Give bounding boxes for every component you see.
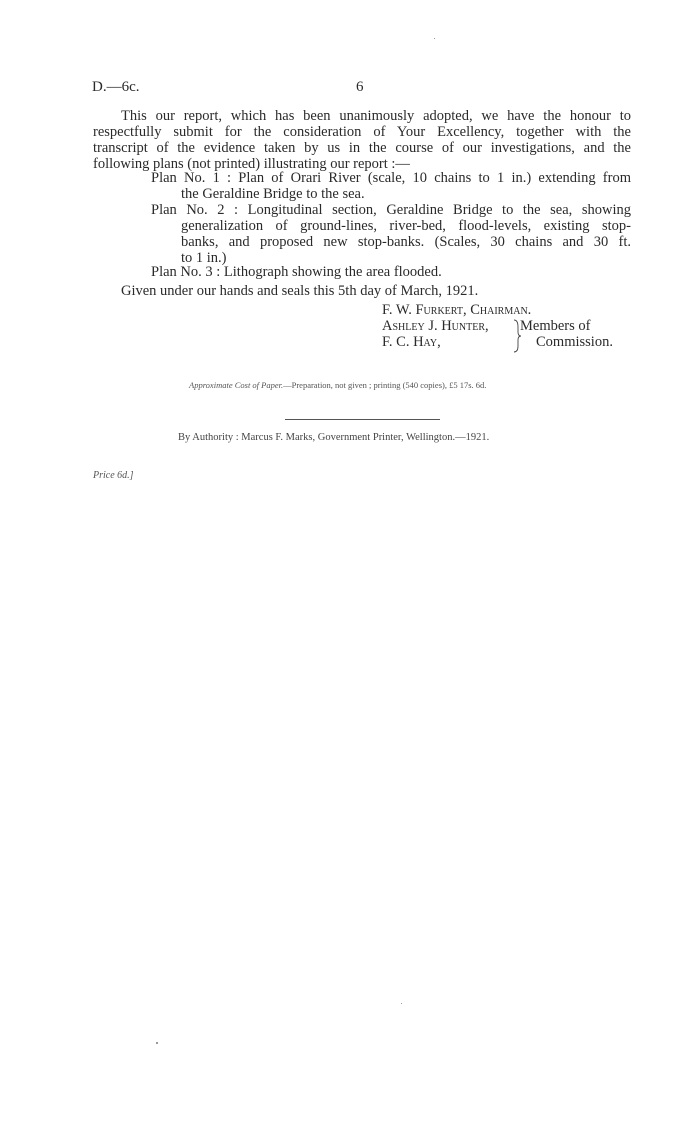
cost-note-label: Approximate Cost of Paper. — [189, 380, 284, 390]
intro-line: This our report, which has been unanimously adopted, we have the honour to — [121, 108, 631, 124]
speck — [156, 1042, 158, 1044]
page-number: 6 — [356, 79, 364, 95]
plan-line: generalization of ground-lines, river-bed, flood-levels, existing stop- — [181, 218, 631, 234]
plan-item-3 — [151, 264, 631, 280]
signature-hay: F. C. Hay, — [382, 334, 441, 350]
divider-rule — [285, 419, 440, 420]
plan-line: Plan No. 1 : Plan of Orari River (scale, 10 chains to 1 in.) extending from — [151, 170, 631, 186]
commission-label: Commission. — [536, 334, 613, 350]
document-reference: D.—6c. — [92, 79, 140, 95]
authority-line: By Authority : Marcus F. Marks, Government Printer, Wellington.—1921. — [178, 432, 490, 443]
intro-line: transcript of the evidence taken by us in the course of our investigations, and the — [93, 140, 631, 156]
plan-item-2 — [151, 202, 631, 266]
signature-hunter: Ashley J. Hunter, — [382, 318, 489, 334]
members-of-label: Members of — [520, 318, 591, 334]
price-label: Price 6d.] — [93, 470, 134, 481]
plan-item-1 — [151, 170, 631, 202]
plan-line: banks, and proposed new stop-banks. (Scales, 30 chains and 30 ft. — [181, 234, 631, 250]
intro-line: following plans (not printed) illustrating our report :— — [93, 156, 410, 172]
plan-line: to 1 in.) — [181, 250, 227, 266]
cost-note — [189, 380, 486, 390]
speck — [401, 1003, 402, 1004]
given-under-hands-line: Given under our hands and seals this 5th day of March, 1921. — [121, 283, 479, 299]
plan-line: Plan No. 3 : Lithograph showing the area flooded. — [151, 264, 442, 280]
cost-note-text: —Preparation, not given ; printing (540 copies), £5 17s. 6d. — [283, 380, 487, 390]
plan-line: Plan No. 2 : Longitudinal section, Geraldine Bridge to the sea, showing — [151, 202, 631, 218]
intro-line: respectfully submit for the consideration of Your Excellency, together with the — [93, 124, 631, 140]
speck — [434, 38, 435, 39]
plan-line: the Geraldine Bridge to the sea. — [181, 186, 365, 202]
brace-icon — [511, 319, 523, 353]
signature-furkert: F. W. Furkert, Chairman. — [382, 302, 532, 318]
intro-paragraph — [93, 108, 631, 172]
